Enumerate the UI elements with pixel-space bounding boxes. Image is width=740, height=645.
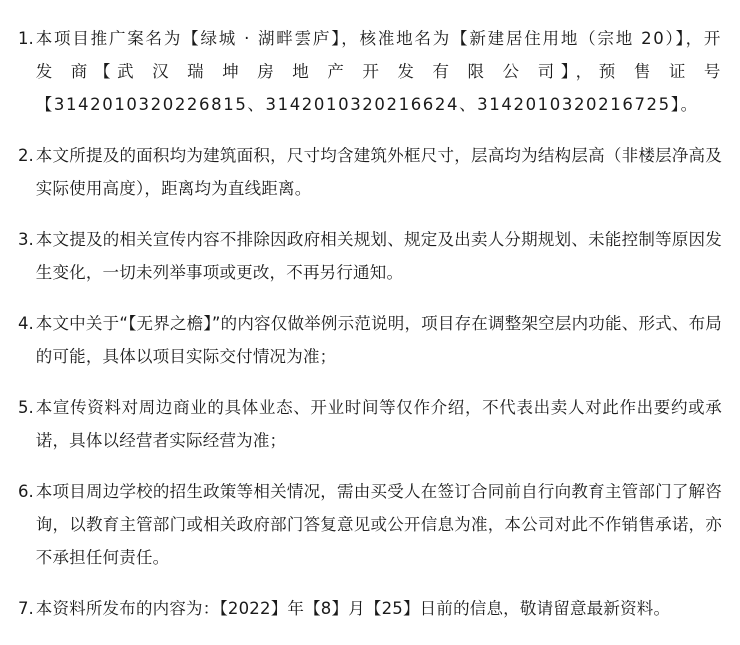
clause-number: 4. — [18, 314, 34, 333]
clause-text: 本文中关于“【无界之檐】”的内容仅做举例示范说明，项目存在调整架空层内功能、形式、布局的可能，具体以项目实际交付情况为准； — [35, 314, 722, 366]
clause-item — [18, 307, 722, 373]
clause-text: 本文所提及的面积均为建筑面积，尺寸均含建筑外框尺寸，层高均为结构层高（非楼层净高及实际使用高度），距离均为直线距离。 — [35, 146, 722, 198]
clause-item — [18, 139, 722, 205]
clause-text: 本文提及的相关宣传内容不排除因政府相关规划、规定及出卖人分期规划、未能控制等原因发生变化，一切未列举事项或更改，不再另行通知。 — [35, 230, 722, 282]
clause-number: 1. — [18, 29, 34, 48]
clause-text: 本项目周边学校的招生政策等相关情况，需由买受人在签订合同前自行向教育主管部门了解咨询，以教育主管部门或相关政府部门答复意见或公开信息为准，本公司对此不作销售承诺，亦不承担任何责任。 — [35, 482, 722, 567]
clause-item — [18, 592, 722, 625]
clause-item — [18, 475, 722, 574]
clause-text: 本项目推广案名为【绿城 · 湖畔雲庐】，核准地名为【新建居住用地（宗地 20）】，开 发 商【武 汉 瑞 坤 房 地 产 开 发 有 限 公 司】，预 售 证 号【3142010320226815、3142010320216624、3142010320216725】。 — [35, 29, 722, 114]
clause-number: 3. — [18, 230, 34, 249]
clause-number: 5. — [18, 398, 34, 417]
clause-text: 本资料所发布的内容为：【2022】年【8】月【25】日前的信息，敬请留意最新资料。 — [35, 599, 671, 618]
clause-item — [18, 391, 722, 457]
clause-item — [18, 22, 722, 121]
clause-text: 本宣传资料对周边商业的具体业态、开业时间等仅作介绍，不代表出卖人对此作出要约或承诺，具体以经营者实际经营为准； — [35, 398, 722, 450]
clause-number: 7. — [18, 599, 34, 618]
clause-number: 2. — [18, 146, 34, 165]
clause-item — [18, 223, 722, 289]
clause-number: 6. — [18, 482, 34, 501]
